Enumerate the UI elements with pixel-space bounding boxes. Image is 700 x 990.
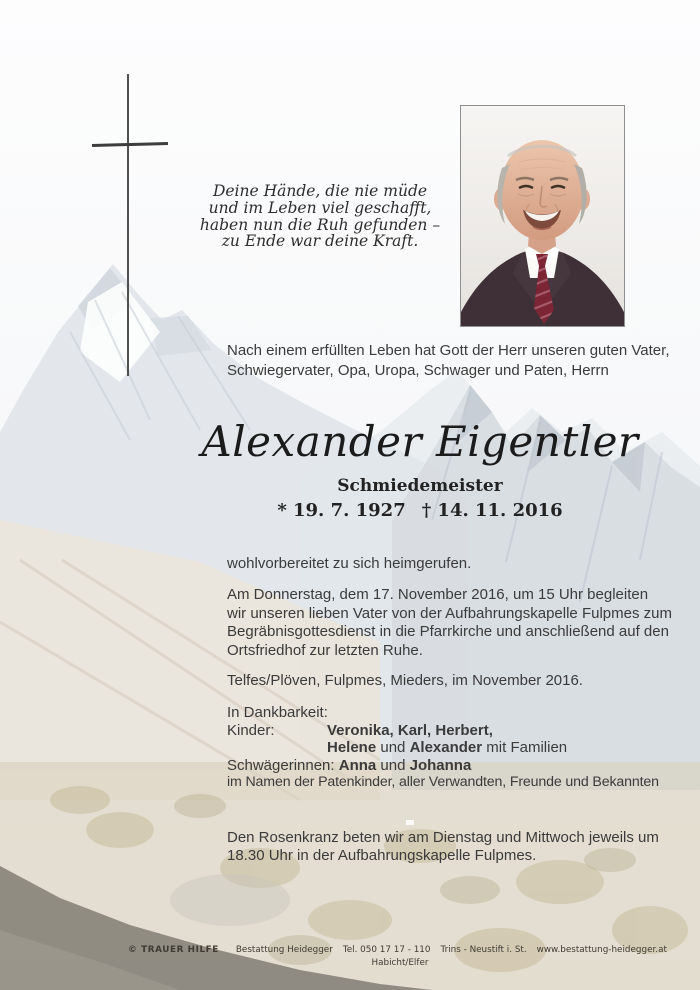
- called-home-text: wohlvorbereitet zu sich heimgerufen.: [227, 555, 472, 572]
- funeral-line: wir unseren lieben Vater von der Aufbahrungskapelle Fulpmes zum: [227, 604, 672, 622]
- intro-line: Nach einem erfüllten Leben hat Gott der Herr unseren guten Vater,: [227, 342, 670, 359]
- deceased-name: Alexander Eigentler: [201, 417, 639, 466]
- poem-line: zu Ende war deine Kraft.: [221, 232, 419, 251]
- rosary-line: 18.30 Uhr in der Aufbahrungskapelle Fulpmes.: [227, 846, 537, 864]
- funeral-line: Ortsfriedhof zur letzten Ruhe.: [227, 641, 423, 659]
- funeral-home-website: www.bestattung-heidegger.at: [536, 945, 667, 955]
- footer: [110, 944, 690, 970]
- funeral-home-locations: Trins - Neustift i. St.: [440, 945, 527, 955]
- footer-credit: Habicht/Elfer: [371, 957, 429, 968]
- children-label: Kinder:: [227, 721, 275, 739]
- funeral-home-phone: Tel. 050 17 17 - 110: [342, 945, 431, 955]
- sister-name: Anna: [338, 756, 377, 774]
- gratitude-heading: In Dankbarkeit:: [227, 704, 328, 721]
- poem-line: haben nun die Ruh gefunden –: [199, 215, 441, 234]
- funeral-home-brand: © TRAUER HILFE: [128, 945, 219, 955]
- funeral-line: Am Donnerstag, dem 17. November 2016, um 15 Uhr begleiten: [227, 586, 649, 603]
- memorial-poem: [150, 183, 490, 250]
- children-label-spacer: [227, 739, 327, 757]
- poem-line: Deine Hände, die nie müde: [212, 182, 428, 200]
- intro-line: Schwiegervater, Opa, Uropa, Schwager und Paten, Herrn: [227, 361, 609, 379]
- children-row: [227, 722, 659, 740]
- name-separator: und: [376, 739, 410, 757]
- children-names-2: [327, 739, 567, 757]
- family-list: [227, 704, 659, 792]
- funeral-announcement: [227, 586, 672, 660]
- rosary-line: Den Rosenkranz beten wir am Dienstag und Mittwoch jeweils um: [227, 829, 659, 846]
- deceased-profession: Schmiedemeister: [337, 476, 503, 496]
- birth-date: * 19. 7. 1927: [277, 500, 406, 521]
- cross-vertical-bar: [127, 74, 129, 376]
- poem-line: und im Leben viel geschafft,: [208, 198, 432, 217]
- footer-line-1: [110, 944, 690, 957]
- funeral-home-company: Bestattung Heidegger: [235, 945, 333, 955]
- children-row-2: [227, 739, 659, 757]
- rosary-announcement: [227, 829, 659, 865]
- place-date-line: Telfes/Plöven, Fulpmes, Mieders, im November 2016.: [227, 672, 583, 689]
- sister-name: Johanna: [409, 756, 472, 774]
- child-name: Helene: [327, 739, 377, 757]
- child-name: Alexander: [409, 739, 483, 757]
- name-separator: und: [376, 756, 410, 774]
- sisters-in-law-row: [227, 757, 659, 775]
- children-suffix: mit Familien: [482, 739, 568, 757]
- life-dates: [110, 500, 700, 521]
- in-names-of-row: im Namen der Patenkinder, aller Verwandten, Freunde und Bekannten: [227, 774, 659, 791]
- intro-text: [227, 341, 670, 380]
- sisters-label: Schwägerinnen:: [227, 756, 339, 774]
- death-date: † 14. 11. 2016: [421, 500, 563, 521]
- funeral-line: Begräbnisgottesdienst in die Pfarrkirche und anschließend auf den: [227, 623, 669, 641]
- children-names: Veronika, Karl, Herbert,: [327, 721, 493, 739]
